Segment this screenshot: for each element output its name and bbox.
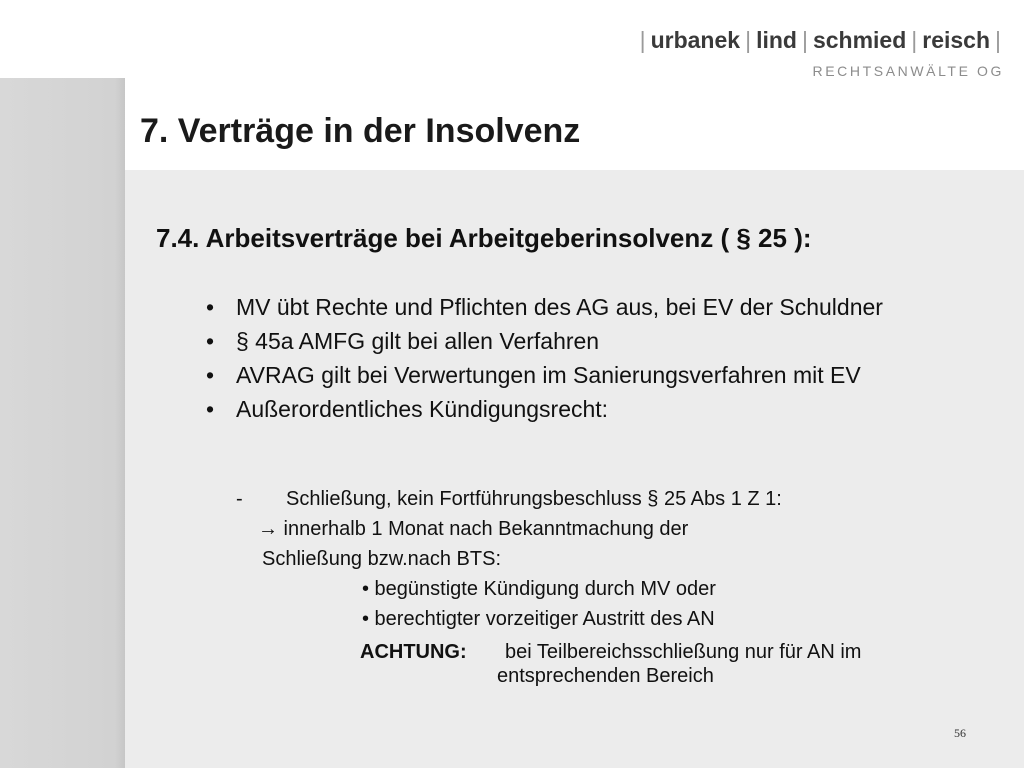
logo-separator: | bbox=[639, 26, 646, 53]
bullet-text: § 45a AMFG gilt bei allen Verfahren bbox=[236, 328, 600, 354]
logo-name-schmied: schmied bbox=[812, 26, 907, 53]
logo-separator: | bbox=[745, 26, 752, 53]
bullet-list bbox=[206, 294, 986, 430]
section-heading: 7.4. Arbeitsverträge bei Arbeitgeberinsolvenz ( § 25 ): bbox=[156, 223, 812, 253]
firm-subtitle: RECHTSANWÄLTE OG bbox=[812, 63, 1004, 79]
bullet-item bbox=[206, 362, 986, 388]
logo-separator: | bbox=[911, 26, 918, 53]
bullet-text: Außerordentliches Kündigungsrecht: bbox=[236, 396, 609, 422]
arrow-line-continued: Schließung bzw.nach BTS: bbox=[262, 548, 502, 570]
bullet-item bbox=[206, 294, 986, 320]
logo-name-urbanek: urbanek bbox=[650, 26, 741, 53]
achtung-text-continued: entsprechenden Bereich bbox=[497, 665, 714, 687]
bullet-text: MV übt Rechte und Pflichten des AG aus, bei EV der Schuldner bbox=[236, 294, 883, 320]
bullet-text: AVRAG gilt bei Verwertungen im Sanierungsverfahren mit EV bbox=[236, 362, 861, 388]
bullet-dot: • bbox=[206, 396, 215, 422]
bullet-dot: • bbox=[206, 362, 215, 388]
logo-name-lind: lind bbox=[756, 26, 797, 53]
slide-title: 7. Verträge in der Insolvenz bbox=[140, 112, 581, 150]
achtung-text: bei Teilbereichsschließung nur für AN im bbox=[505, 641, 862, 663]
nested-bullet-item: • berechtigter vorzeitiger Austritt des AN bbox=[362, 608, 715, 630]
logo-separator: | bbox=[801, 26, 808, 53]
left-decor-strip bbox=[0, 78, 125, 768]
sub-item-dash: - bbox=[236, 488, 243, 510]
firm-logo bbox=[635, 24, 1006, 56]
bullet-dot: • bbox=[206, 294, 215, 320]
bullet-item bbox=[206, 328, 986, 354]
bullet-dot: • bbox=[206, 328, 215, 354]
achtung-label: ACHTUNG: bbox=[360, 641, 467, 663]
page-number: 56 bbox=[954, 726, 966, 740]
logo-separator: | bbox=[995, 26, 1001, 53]
sub-item-closure: Schließung, kein Fortführungsbeschluss § 25 Abs 1 Z 1: bbox=[286, 488, 782, 510]
arrow-line: → innerhalb 1 Monat nach Bekanntmachung der bbox=[258, 518, 689, 540]
bullet-item bbox=[206, 396, 986, 422]
logo-name-reisch: reisch bbox=[922, 26, 991, 53]
nested-bullet-item: • begünstigte Kündigung durch MV oder bbox=[362, 578, 716, 600]
